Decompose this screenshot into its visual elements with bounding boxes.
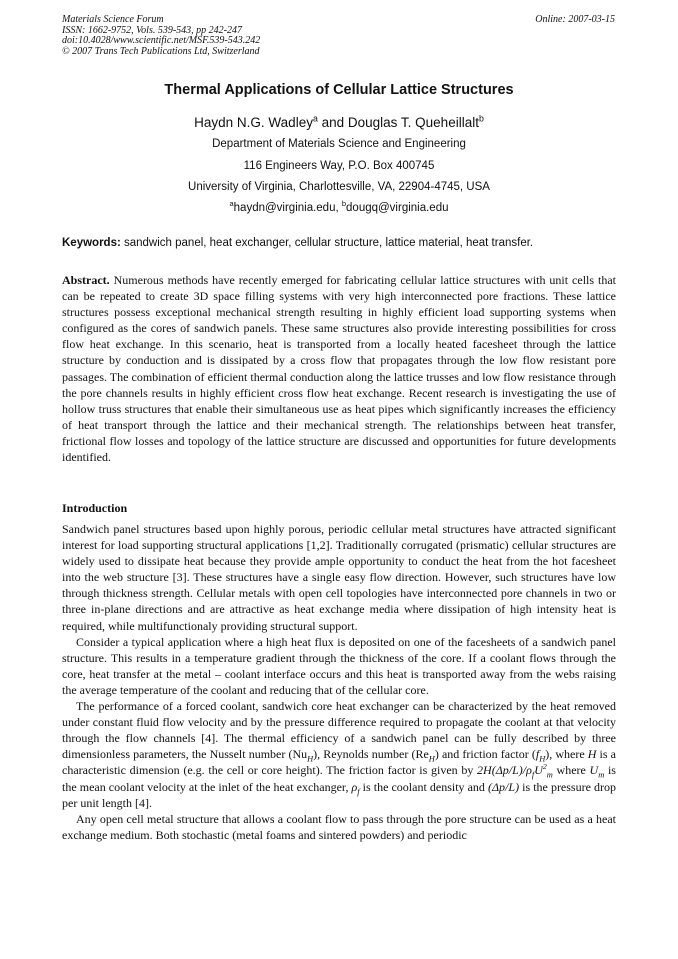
author-mark: b (478, 113, 484, 124)
online-date: Online: 2007-03-15 (535, 14, 615, 25)
email-mark: a (229, 199, 234, 209)
abstract-text: Numerous methods have recently emerged for fabricating cellular lattice structures with unit cells that can be repeated to create 3D space filling systems with very high interconnected pore fractions. These lattice structures possess exceptional mechanical strength resulting in highly efficient load supporting systems when configured as the cores of sandwich panels. These same structures also provide interesting possibilities for cross flow heat exchange. In this scenario, heat is transported from a locally heated facesheet through the lattice structure by conduction and is dissipated by a cross flow that propagates through the low flow resistant pore passages. The combination of efficient thermal conduction along the lattice trusses and low flow resistance through the pore channels results in highly efficient cross flow heat exchange. Recent research is investigating the use of hollow truss structures that enable their simultaneous use as heat pipes which significantly increases the efficiency of heat transport through the lattice and their mechanical strength. The relationships between heat transfer, frictional flow losses and topology of the lattice structure are discussed and opportunities for future developments identified. (62, 273, 616, 465)
paragraph: Any open cell metal structure that allows a coolant flow to pass through the pore structure can be used as a heat exchange medium. Both stochastic (metal foams and sintered powders) and periodic (62, 811, 616, 842)
introduction-body (62, 521, 616, 843)
keywords-label: Keywords: (62, 237, 121, 249)
email-address[interactable]: dougq@virginia.edu (346, 202, 449, 214)
affiliation-dept: Department of Materials Science and Engineering (212, 138, 466, 150)
author-mark: a (312, 113, 318, 124)
keywords (62, 237, 616, 249)
paragraph: Consider a typical application where a high heat flux is deposited on one of the facesheets of a sandwich panel structure. This results in a temperature gradient through the thickness of the core. If a coolant flows through the core, heat transfer at the metal – coolant interface occurs and this heat is transported away from the webs raising the average temperature of the coolant and reducing that of the cellular core. (62, 634, 616, 697)
affiliation-address: 116 Engineers Way, P.O. Box 400745 (243, 160, 435, 172)
section-heading: Introduction (62, 501, 128, 515)
author-name: Douglas T. Queheillalt (347, 115, 479, 130)
author-name: Haydn N.G. Wadley (194, 115, 313, 130)
doi-line: doi:10.4028/www.scientific.net/MSF.539-543.242 (62, 35, 261, 46)
journal-name: Materials Science Forum (62, 14, 164, 25)
email-mark: b (341, 199, 347, 209)
copyright-line: © 2007 Trans Tech Publications Ltd, Switzerland (62, 45, 260, 57)
author-line (0, 115, 678, 130)
email-line (0, 199, 678, 214)
paragraph: The performance of a forced coolant, sandwich core heat exchanger can be characterized by the heat removed under constant fluid flow velocity and by the pressure difference required to propagate the coolant at that velocity through the flow channels [4]. The thermal efficiency of a sandwich panel can be fully described by three dimensionless parameters, the Nusselt number $(Nu_H)$, Reynolds number $(Re_H)$ and friction factor $(f_H)$, where H is a characteristic dimension (e.g. the cell or core height). The friction factor is given by $2H(\Delta p/L)/\rho_fU^2_m$ where $U_m$ is the mean coolant velocity at the inlet of the heat exchanger, $\rho_f$ is the coolant density and (Δp/L) is the pressure drop per unit length [4]. (62, 699, 616, 810)
keywords-text: sandwich panel, heat exchanger, cellular structure, lattice material, heat transfer. (120, 237, 534, 249)
paper-title: Thermal Applications of Cellular Lattice Structures (164, 82, 514, 98)
email-address[interactable]: haydn@virginia.edu, (233, 202, 342, 214)
author-conjunction: and (317, 115, 348, 130)
paragraph: Sandwich panel structures based upon highly porous, periodic cellular metal structures have attracted significant interest for load supporting structural applications [1,2]. Traditionally corrugated (prismatic) cellular structures are widely used to dissipate heat because they provide ample opportunity to conduct the heat from the hot facesheet into the web structure [3]. These structures have a single easy flow direction. However, such structures have low through thickness strength. Cellular metals with open cell topologies have interconnected pore channels in two or three in-plane directions and are attractive as heat exchange media where dissipation of high intensity heat is required, while multifunctionaly providing structural support. (62, 522, 616, 633)
abstract (62, 272, 616, 465)
abstract-label: Abstract. (62, 273, 110, 287)
friction-factor-formula: $2H(\Delta p/L)/\rho_fU^2_m$ (477, 762, 553, 780)
affiliation-university: University of Virginia, Charlottesville, VA, 22904-4745, USA (188, 181, 490, 193)
running-header (62, 15, 260, 57)
issn-line: ISSN: 1662-9752, Vols. 539-543, pp 242-247 (62, 24, 242, 36)
